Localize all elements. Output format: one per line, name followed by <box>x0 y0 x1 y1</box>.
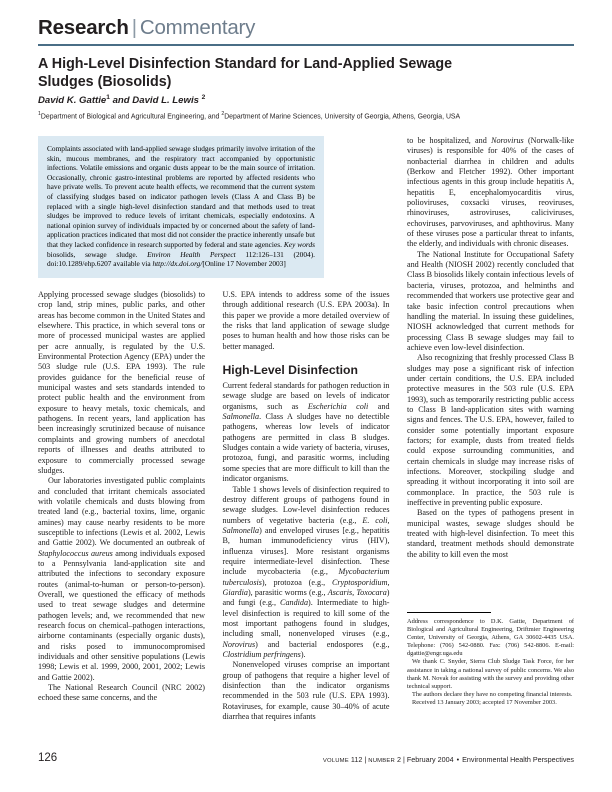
paragraph-part: Table 1 shows levels of disinfection required to destroy different groups of pathogens found in sewage sludges. Low-level disinfection reduces numbers of vegetative bacteria (e.g., <box>222 484 390 525</box>
paragraph: Based on the types of pathogens present in municipal wastes, sewage sludges should be treated with high-level disinfection. To meet this standard, treatment methods should demonstrate the ability to kill even the most <box>407 508 574 559</box>
affil-marker-2: 2 <box>221 111 225 117</box>
paragraph-part: ). Intermediate to high-level disinfection is required to kill some of the most important pathogens found in sludges, including small, nonenveloped viruses (e.g., <box>222 598 390 639</box>
issue-date: February 2004 <box>406 755 454 764</box>
species-name: Ascaris, Toxocara <box>327 587 387 597</box>
footnote-block <box>407 618 574 707</box>
paragraph: Nonenveloped viruses comprise an important group of pathogens that require a higher level of disinfection than the indicator organisms recommended in the 503 rule (U.S. EPA 1993). Rotaviruses, for example, cause 30–40% of acute diarrhea that requires infants <box>222 660 390 722</box>
paragraph-part: ). <box>300 650 306 659</box>
masthead-subsection: Commentary <box>139 16 256 39</box>
affiliation-line: $^1$Department of Biological and Agricultural Engineering, and $^2$Department of Marine Sciences, University of Georgia, Athens, Georgia, USA <box>38 111 461 121</box>
masthead <box>38 16 574 40</box>
paragraph-part: ) and fungi (e.g., <box>222 587 390 608</box>
body-column-1 <box>38 290 205 704</box>
author-list <box>38 94 518 106</box>
abstract-keywords: biosolids, sewage sludge. <box>47 249 138 259</box>
species-name: Norovirus <box>222 639 256 649</box>
paragraph-part: Current federal standards for pathogen reduction in sewage sludge are based on levels of indicator organisms, such as <box>222 381 390 411</box>
correspondence-note: Address correspondence to D.K. Gattie, Department of Biological and Agricultural Engineering, Driftmier Engineering Center, University of Georgia, Athens, GA 30602-4435 USA. Telephone: (706) 542-0880. Fax: (706) 542-8806. E-mail: dgattie@engr.uga.edu <box>407 618 574 658</box>
species-name: Clostridium perfringens <box>222 650 301 659</box>
paragraph <box>223 485 390 661</box>
author-affil-marker-2: 2 <box>201 94 206 101</box>
abstract-body: Complaints associated with land-applied sewage sludges primarily involve irritation of the skin, mucous membranes, and the respiratory tract accompanied by opportunistic infections. Volatile emissions and organic dusts appear to be the main source of irritation. Occasionally, chronic gastro-intestinal problems are reported by affected residents who have private wells. To prevent acute health effects, we recommend that the current system of classifying sludges based on indicator pathogen levels (Class A and Class B) be replaced with a single high-level disinfection standard and that methods used to treat sludges be improved to reduce levels of irritant chemicals, especially endotoxins. A national opinion survey of individuals impacted by or concerned about the safety of land-application practices indicated that most did not consider the practice inherently unsafe but that they lacked confidence in research supported by federal and state agencies. <box>47 144 315 249</box>
species-name: Mycobacterium tuberculosis <box>222 567 390 587</box>
paragraph-part: ) and enveloped viruses [e.g., hepatitis B, human immunodeficiency virus (HIV), influenza viruses]. More resistant organisms require intermediate-level disinfection. These include mycobacteria (e.g., <box>222 525 390 577</box>
species-name: Candida <box>280 598 309 608</box>
journal-name: Environmental Health Perspectives <box>462 755 574 764</box>
paragraph-part: ) and bacterial endospores (e.g., <box>255 639 390 649</box>
abstract-online-date: [Online 17 November 2003] <box>202 259 286 269</box>
competing-interests-note: The authors declare they have no competing financial interests. <box>412 690 573 698</box>
body-column-2 <box>223 290 390 722</box>
paragraph-part: Our laboratories investigated public complaints and concluded that irritant chemicals associated with volatile chemicals and dusts blowing from treated land (e.g., bacterial toxins, lime, organic amines) may cause nearby residents to be more susceptible to infections (Lewis et al. 2002, Lewis and Gattie 2002). We documented an outbreak of <box>38 476 205 548</box>
species-name: Salmonella <box>222 412 260 422</box>
paragraph-part: among individuals exposed to a Pennsylvania land-application site and attributed the infections to secondary exposure routes (animal-to-human or person-to-person). Overall, we questioned the efficacy of methods used to treat sewage sludges and determine pathogen levels; and, we recommended that new research focus on chemical–pathogen interactions, airborne contaminants (especially organic dusts), and risks posed to immunocompromised individuals and other sensitive populations (Lewis 1998; Lewis et al. 1999, 2000, 2001, 2002; Lewis and Gattie 2002). <box>38 548 205 682</box>
species-name: Escherichia coli <box>307 401 369 411</box>
paragraph: Also recognizing that freshly processed Class B sludges may pose a significant risk of infection under certain conditions, the U.S. EPA included protective measures in the 503 rule (U.S. EPA 1993), such as temporarily restricting public access to Class B land-application sites with warning signs and fences. The U.S. EPA, however, failed to consider some potentially important exposure factors; for example, dusts from treated fields could expose surrounding communities, and certain chemicals in sludge may increase risks of infections. Moreover, stockpiling sludge and spreading it without incorporating it into soil are commonplace. In practice, the 503 rule is ineffective in preventing public exposure. <box>407 353 574 508</box>
paragraph-part: . Class A sludges have no detectible pathogens, whereas low levels of indicator pathogens are permitted in class B sludges. Sludges contain a wide variety of bacteria, viruses, protozoa, fungi, and parasitic worms, including some species that are more difficult to kill than the indicator organisms. <box>222 412 390 484</box>
paragraph-part: to be hospitalized, and <box>407 136 492 145</box>
abstract-citation: 112:126–131 (2004). doi:10.1289/ehp.6207 available via <box>47 249 315 269</box>
author-names: David K. Gattie$^1$ and David L. Lewis $^2$ <box>38 94 206 107</box>
abstract-keywords-label: Key words <box>283 239 315 249</box>
paragraph-part: ), parasitic worms (e.g., <box>247 587 328 597</box>
abstract-doi-link[interactable]: http://dx.doi.org/ <box>152 259 203 269</box>
species-name: Norovirus <box>491 136 524 145</box>
paragraph <box>38 476 205 683</box>
species-name: Cryptosporidium, Giardia <box>222 577 390 597</box>
paragraph: Applying processed sewage sludges (biosolids) to crop land, strip mines, public parks, and other areas has become common in the United States and elsewhere. This practice, in which several tons or more of processed municipal wastes are applied per acre annually, is regulated by the U.S. Environmental Protection Agency (EPA) under the 503 sludge rule (U.S. EPA 1993). The rule provides guidance for the beneficial reuse of municipal wastes and sets standards intended to protect public health and the environment from exposure to heavy metals, toxic chemicals, and pathogens. In recent years, land application has been increasingly scrutinized because of nuisance complaints and growing numbers of anecdotal reports of illnesses and deaths attributed to exposure to commercially processed sewage sludges. <box>38 290 205 475</box>
acknowledgments-note: We thank C. Snyder, Sierra Club Sludge Task Force, for her assistance in taking a national survey of public concerns. We also thank M. Novak for assisting with the survey and providing other technical support. <box>407 658 574 690</box>
number-label: NUMBER <box>368 758 395 764</box>
footnote-rule <box>407 612 491 613</box>
masthead-rule <box>38 44 574 46</box>
species-name: E. coli, Salmonella <box>222 515 390 535</box>
author-affil-marker-1: 1 <box>106 94 110 101</box>
abstract-box <box>38 136 324 278</box>
paragraph <box>223 381 390 484</box>
masthead-separator: | <box>131 16 137 39</box>
paragraph-part: and <box>368 401 390 411</box>
body-column-3 <box>407 136 574 560</box>
volume-value: 112 <box>350 755 363 764</box>
paragraph-part: (Norwalk-like viruses) is responsible for 40% of the cases of nonbacterial diarrhea in children and adults (Berkow and Fletcher 1992). Other important infectious agents in this group include hepatitis A, hepatitis E, encephalomyocarditis virus, polioviruses, coxsacki viruses, reoviruses, rhinoviruses, astroviruses, caliciviruses, echoviruses, parvoviruses, and aphthovirus. Many of these viruses pose a particular threat to infants, the elderly, and individuals with chronic diseases. <box>407 136 575 249</box>
section-heading-high-level-disinfection: High-Level Disinfection <box>222 363 358 378</box>
species-name: Staphylococcus aureus <box>38 548 113 558</box>
masthead-section: Research <box>38 16 129 39</box>
number-value: 2 <box>396 755 401 764</box>
page-number: 126 <box>38 752 58 764</box>
volume-label: VOLUME <box>322 758 349 764</box>
page-footer: VOLUME 112 | NUMBER 2 | February 2004 • Environmental Health Perspectives <box>322 755 574 764</box>
footer-separator-dot: • <box>456 755 460 764</box>
masthead-line <box>38 16 574 40</box>
page-title: A High-Level Disinfection Standard for Land-Applied Sewage Sludges (Biosolids) <box>38 56 453 90</box>
paragraph: The National Research Council (NRC 2002) echoed these same concerns, and the <box>38 683 205 703</box>
paragraph: The National Institute for Occupational Safety and Health (NIOSH 2002) recently concluded that Class B biosolids likely contain infectious levels of bacteria, viruses, protozoa, and helminths and recommended that workers use protective gear and take basic infection control precautions when handling the material. In issuing these guidelines, NIOSH acknowledged that current methods for processing Class B sewage sludges may fail to achieve even low-level disinfection. <box>407 249 574 352</box>
paragraph <box>407 136 574 250</box>
abstract-citation-journal: Environ Health Perspect <box>147 249 236 259</box>
paragraph: U.S. EPA intends to address some of the issues through additional research (U.S. EPA 2003a). In this paper we provide a more detailed overview of the risks that land application of sewage sludge poses to human health and how those risks can be better managed. <box>222 290 390 351</box>
received-accepted-note: Received 13 January 2003; accepted 17 November 2003. <box>412 698 557 706</box>
paragraph-part: ), protozoa (e.g., <box>261 577 332 587</box>
affil-marker-1: 1 <box>38 111 41 117</box>
